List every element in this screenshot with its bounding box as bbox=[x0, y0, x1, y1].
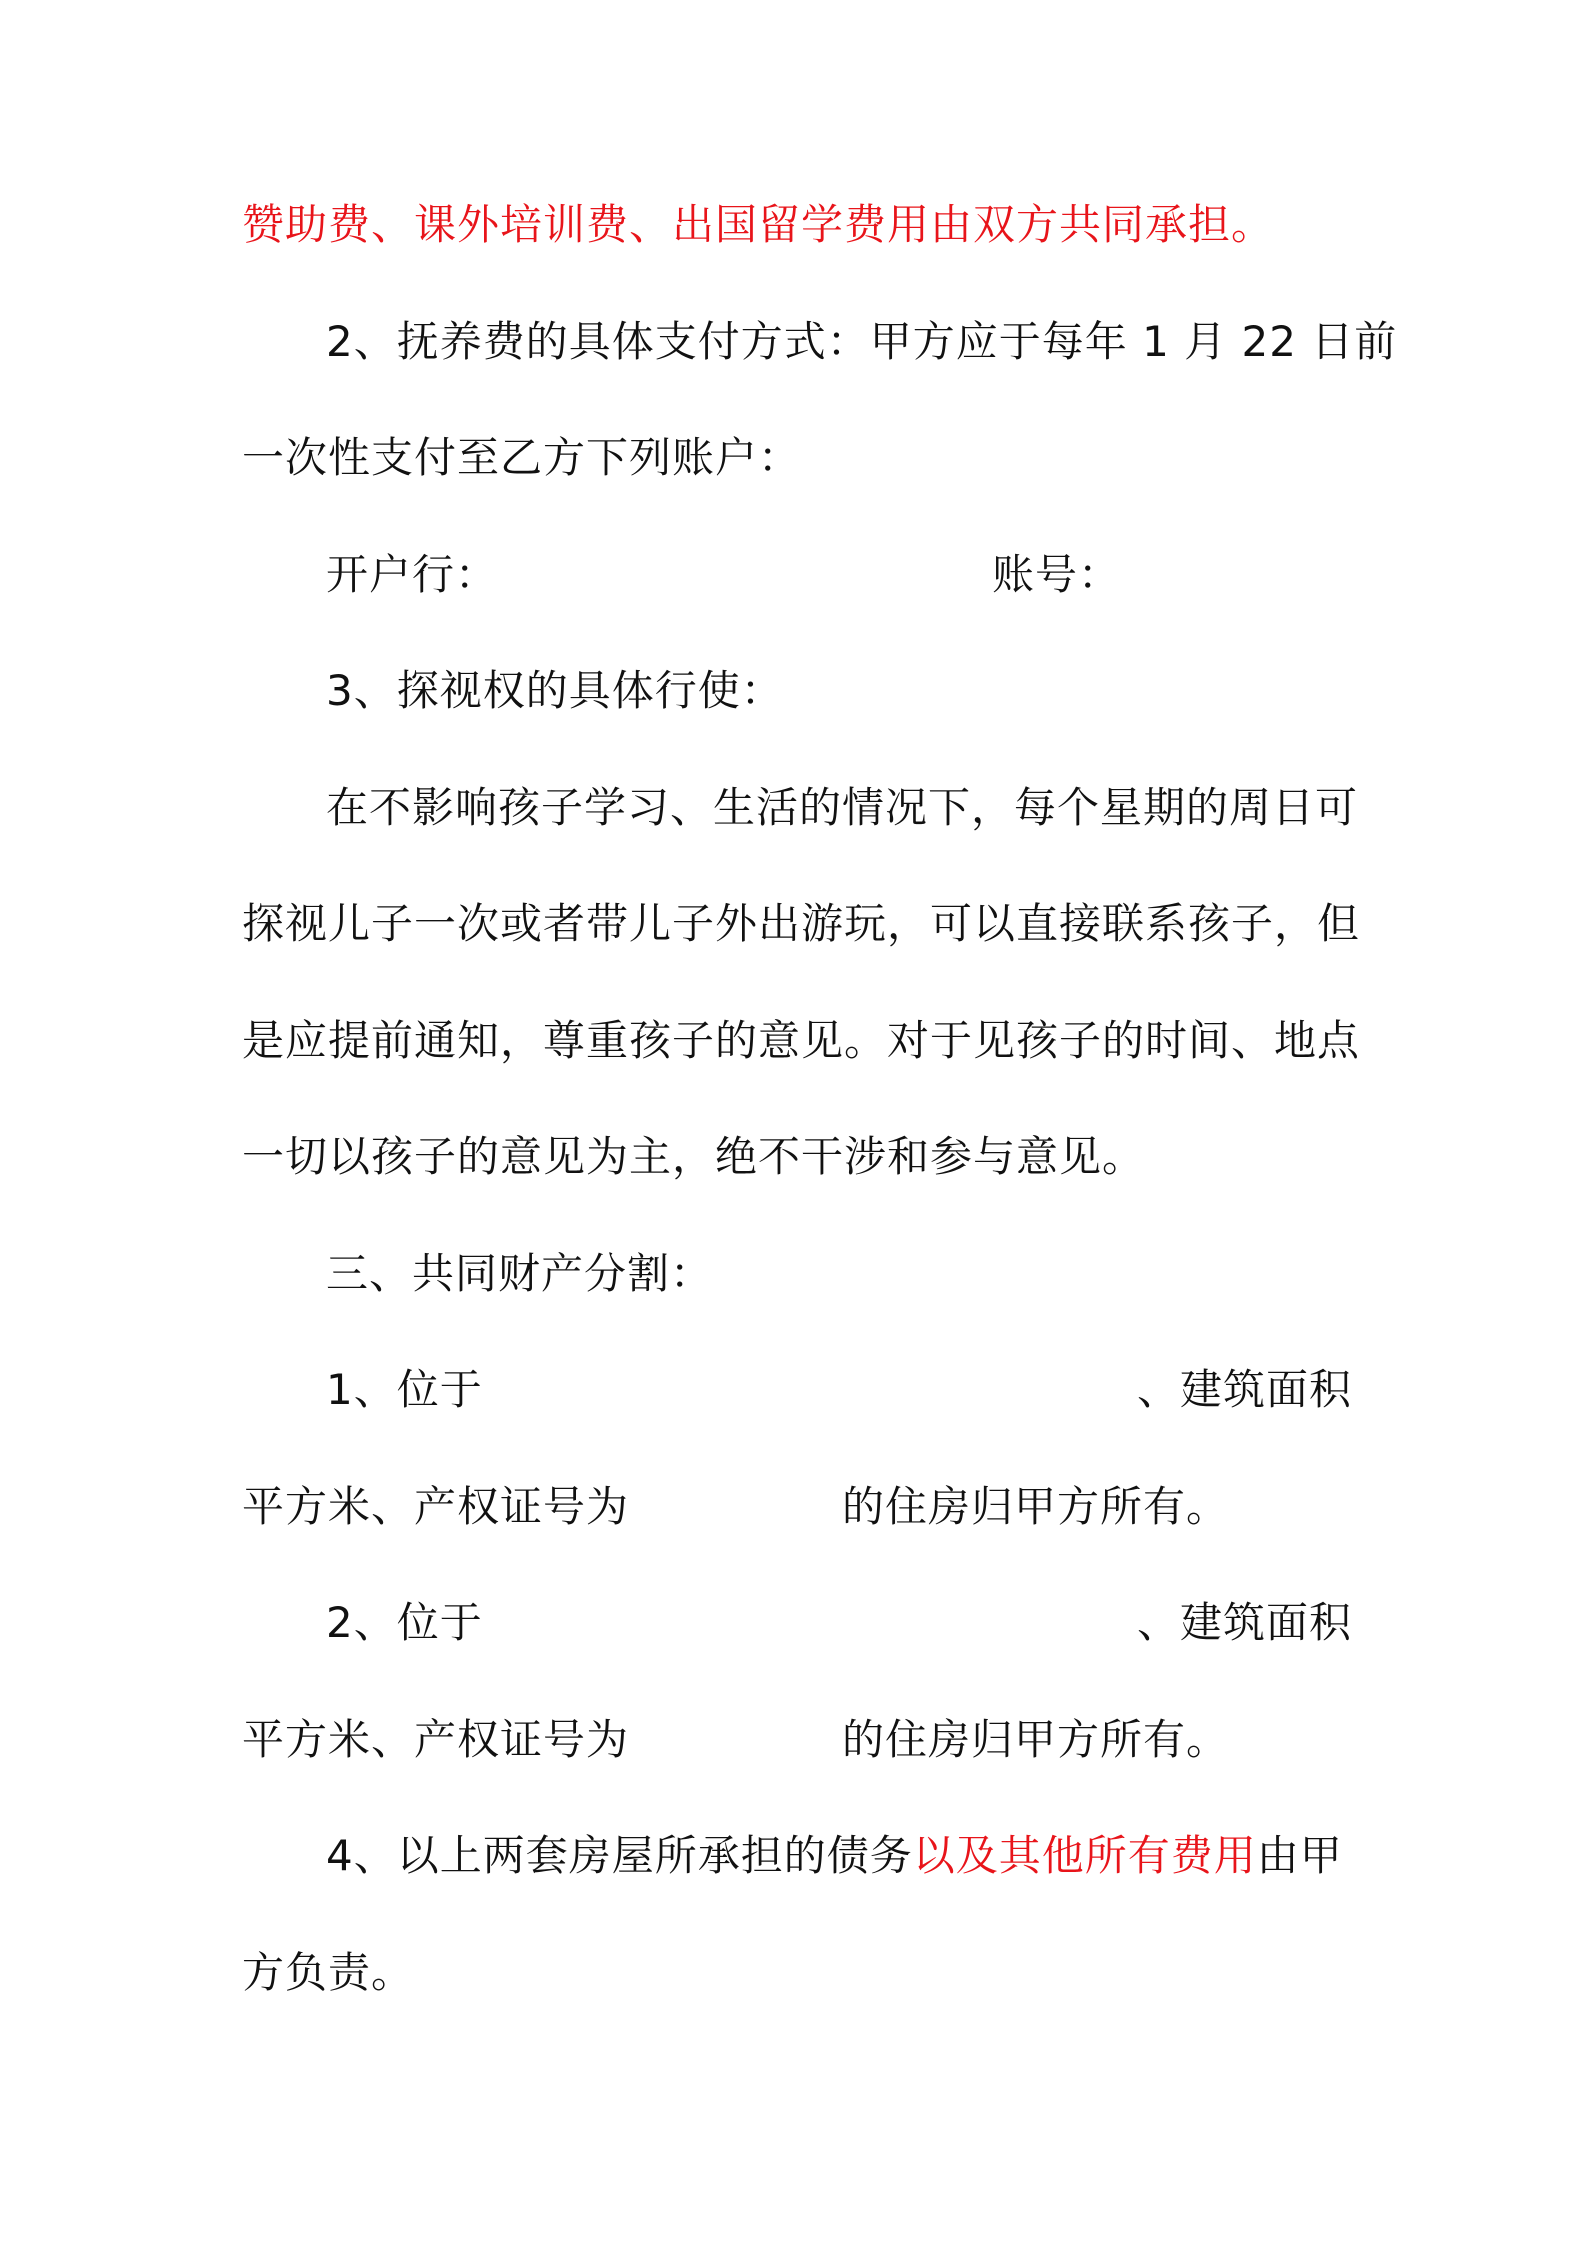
property-1-area-label: 、建筑面积 bbox=[1136, 1365, 1352, 1414]
visitation-line-4: 一切以孩子的意见为主，绝不干涉和参与意见。 bbox=[242, 1132, 1146, 1181]
debt-line-continued: 方负责。 bbox=[242, 1948, 415, 1997]
visitation-line-2: 探视儿子一次或者带儿子外出游玩，可以直接联系孩子，但 bbox=[242, 899, 1361, 948]
property-1-cert-line bbox=[242, 1477, 1352, 1537]
property-2-area-label: 、建筑面积 bbox=[1136, 1598, 1352, 1647]
debt-text-a: 4、以上两套房屋所承担的债务 bbox=[326, 1831, 913, 1880]
property-2-cert-label: 平方米、产权证号为 bbox=[242, 1715, 630, 1764]
bank-label: 开户行： bbox=[326, 550, 499, 599]
property-2-owner-text: 的住房归甲方所有。 bbox=[842, 1715, 1230, 1764]
property-division-heading: 三、共同财产分割： bbox=[326, 1249, 714, 1298]
visitation-line-1: 在不影响孩子学习、生活的情况下，每个星期的周日可 bbox=[326, 783, 1359, 832]
property-2-line bbox=[326, 1593, 1352, 1653]
property-1-owner-text: 的住房归甲方所有。 bbox=[842, 1482, 1230, 1531]
visitation-line-3: 是应提前通知，尊重孩子的意见。对于见孩子的时间、地点 bbox=[242, 1016, 1361, 1065]
bank-account-line bbox=[326, 545, 1436, 605]
debt-line bbox=[326, 1826, 1436, 1886]
debt-text-red: 以及其他所有费用 bbox=[912, 1831, 1257, 1880]
property-1-location-label: 1、位于 bbox=[326, 1365, 483, 1414]
visitation-heading: 3、探视权的具体行使： bbox=[326, 666, 784, 715]
payment-method-continued: 一次性支付至乙方下列账户： bbox=[242, 433, 802, 482]
account-label: 账号： bbox=[992, 550, 1122, 599]
property-2-cert-line bbox=[242, 1710, 1352, 1770]
payment-method-line: 2、抚养费的具体支付方式：甲方应于每年 1 月 22 日前 bbox=[326, 317, 1398, 366]
debt-text-c: 由甲 bbox=[1256, 1831, 1343, 1880]
property-1-line bbox=[326, 1360, 1352, 1420]
property-1-cert-label: 平方米、产权证号为 bbox=[242, 1482, 630, 1531]
paragraph-line-red: 赞助费、课外培训费、出国留学费用由双方共同承担。 bbox=[242, 200, 1275, 249]
property-2-location-label: 2、位于 bbox=[326, 1598, 483, 1647]
